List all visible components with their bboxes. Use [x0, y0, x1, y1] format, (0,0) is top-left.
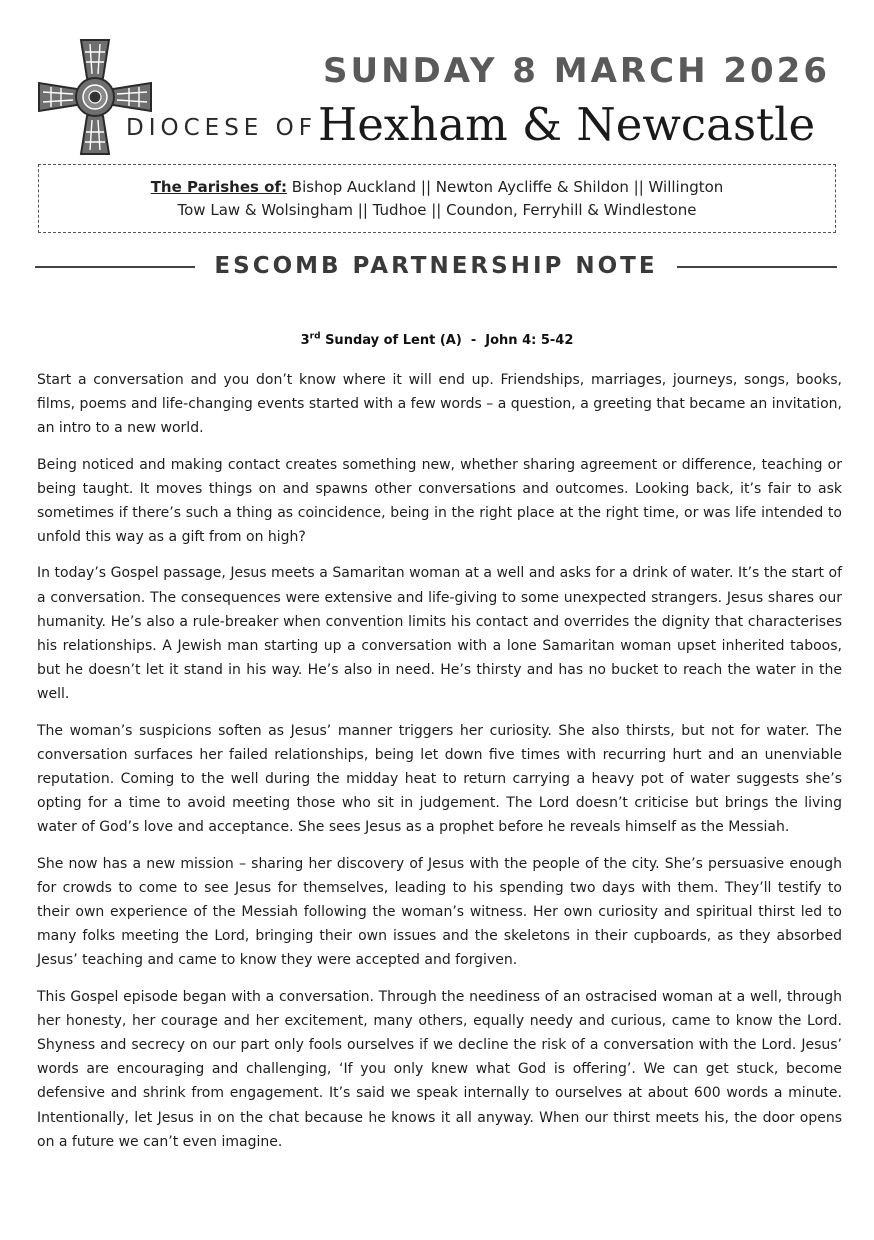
paragraph: Start a conversation and you don’t know where it will end up. Friendships, marriages, journeys, songs, books, films, poems and life-changing events started with a few words – a question, a greeting that became an invitation, an intro to a new world. [37, 372, 842, 437]
parishes-list-2: Tow Law & Wolsingham || Tudhoe || Coundon, Ferryhill & Windlestone [177, 200, 697, 219]
service-date: SUNDAY 8 MARCH 2026 [323, 51, 830, 91]
reflection-body [37, 368, 842, 1166]
reading-title [0, 332, 874, 350]
parishes-list-1: Bishop Auckland || Newton Aycliffe & Shildon || Willington [291, 177, 724, 196]
reading-ordinal-number: 3 [300, 333, 310, 348]
reading-ordinal-suffix: rd [309, 331, 321, 342]
diocese-name: Hexham & Newcastle [318, 98, 816, 151]
parishes-label: The Parishes of: [150, 177, 288, 196]
reading-title-rest: Sunday of Lent (A) - John 4: 5-42 [320, 333, 574, 348]
note-title: ESCOMB PARTNERSHIP NOTE [214, 253, 658, 279]
paragraph: In today’s Gospel passage, Jesus meets a Samaritan woman at a well and asks for a drink of water. It’s the start of a conversation. The consequences were extensive and life-giving to some unexpected strangers. Jesus shares our humanity. He’s also a rule-breaker when convention limits his contact and overrides the dignity that characterises his relationships. A Jewish man starting up a conversation with a lone Samaritan woman upset inherited taboos, but he doesn’t let it stand in his way. He’s also in need. He’s thirsty and has no bucket to reach the water in the well. [37, 565, 842, 703]
paragraph: This Gospel episode began with a conversation. Through the neediness of an ostracised woman at a well, through her honesty, her courage and her excitement, many others, equally needy and curious, came to know the Lord. Shyness and secrecy on our part only fools ourselves if we decline the risk of a conversation with the Lord. Jesus’ words are encouraging and challenging, ‘If you only knew what God is offering’. We can get stuck, become defensive and shrink from engagement. It’s said we speak internally to ourselves at about 600 words a minute. Intentionally, let Jesus in on the chat because he knows it all anyway. When our thirst meets his, the door opens on a future we can’t even imagine. [37, 988, 842, 1150]
paragraph: The woman’s suspicions soften as Jesus’ manner triggers her curiosity. She also thirsts, but not for water. The conversation surfaces her failed relationships, being let down five times with recurring hurt and an unenviable reputation. Coming to the well during the midday heat to return carrying a heavy pot of water suggests she’s opting for a time to avoid meeting those who sit in judgement. The Lord doesn’t criticise but brings the living water of God’s love and acceptance. She sees Jesus as a prophet before he reveals himself as the Messiah. [37, 722, 842, 836]
paragraph: She now has a new mission – sharing her discovery of Jesus with the people of the city. She’s persuasive enough for crowds to come to see Jesus for themselves, leading to his spending two days with them. They’ll testify to their own experience of the Messiah following the woman’s witness. Her own curiosity and spiritual thirst led to many folks meeting the Lord, bringing their own issues and the skeletons in their cupboards, as they absorbed Jesus’ teaching and came to know they were accepted and forgiven. [37, 855, 842, 969]
parishes-line-1 [151, 176, 724, 199]
parishes-box [38, 164, 836, 233]
diocese-prefix: DIOCESE OF [126, 115, 317, 141]
paragraph: Being noticed and making contact creates something new, whether sharing agreement or difference, teaching or being taught. It moves things on and spawns other conversations and outcomes. Looking back, it’s fair to ask sometimes if there’s such a thing as coincidence, being in the right place at the right time, or was life intended to unfold this way as a gift from on high? [37, 456, 842, 546]
title-rule-right [677, 266, 837, 268]
note-title-row [35, 250, 837, 282]
